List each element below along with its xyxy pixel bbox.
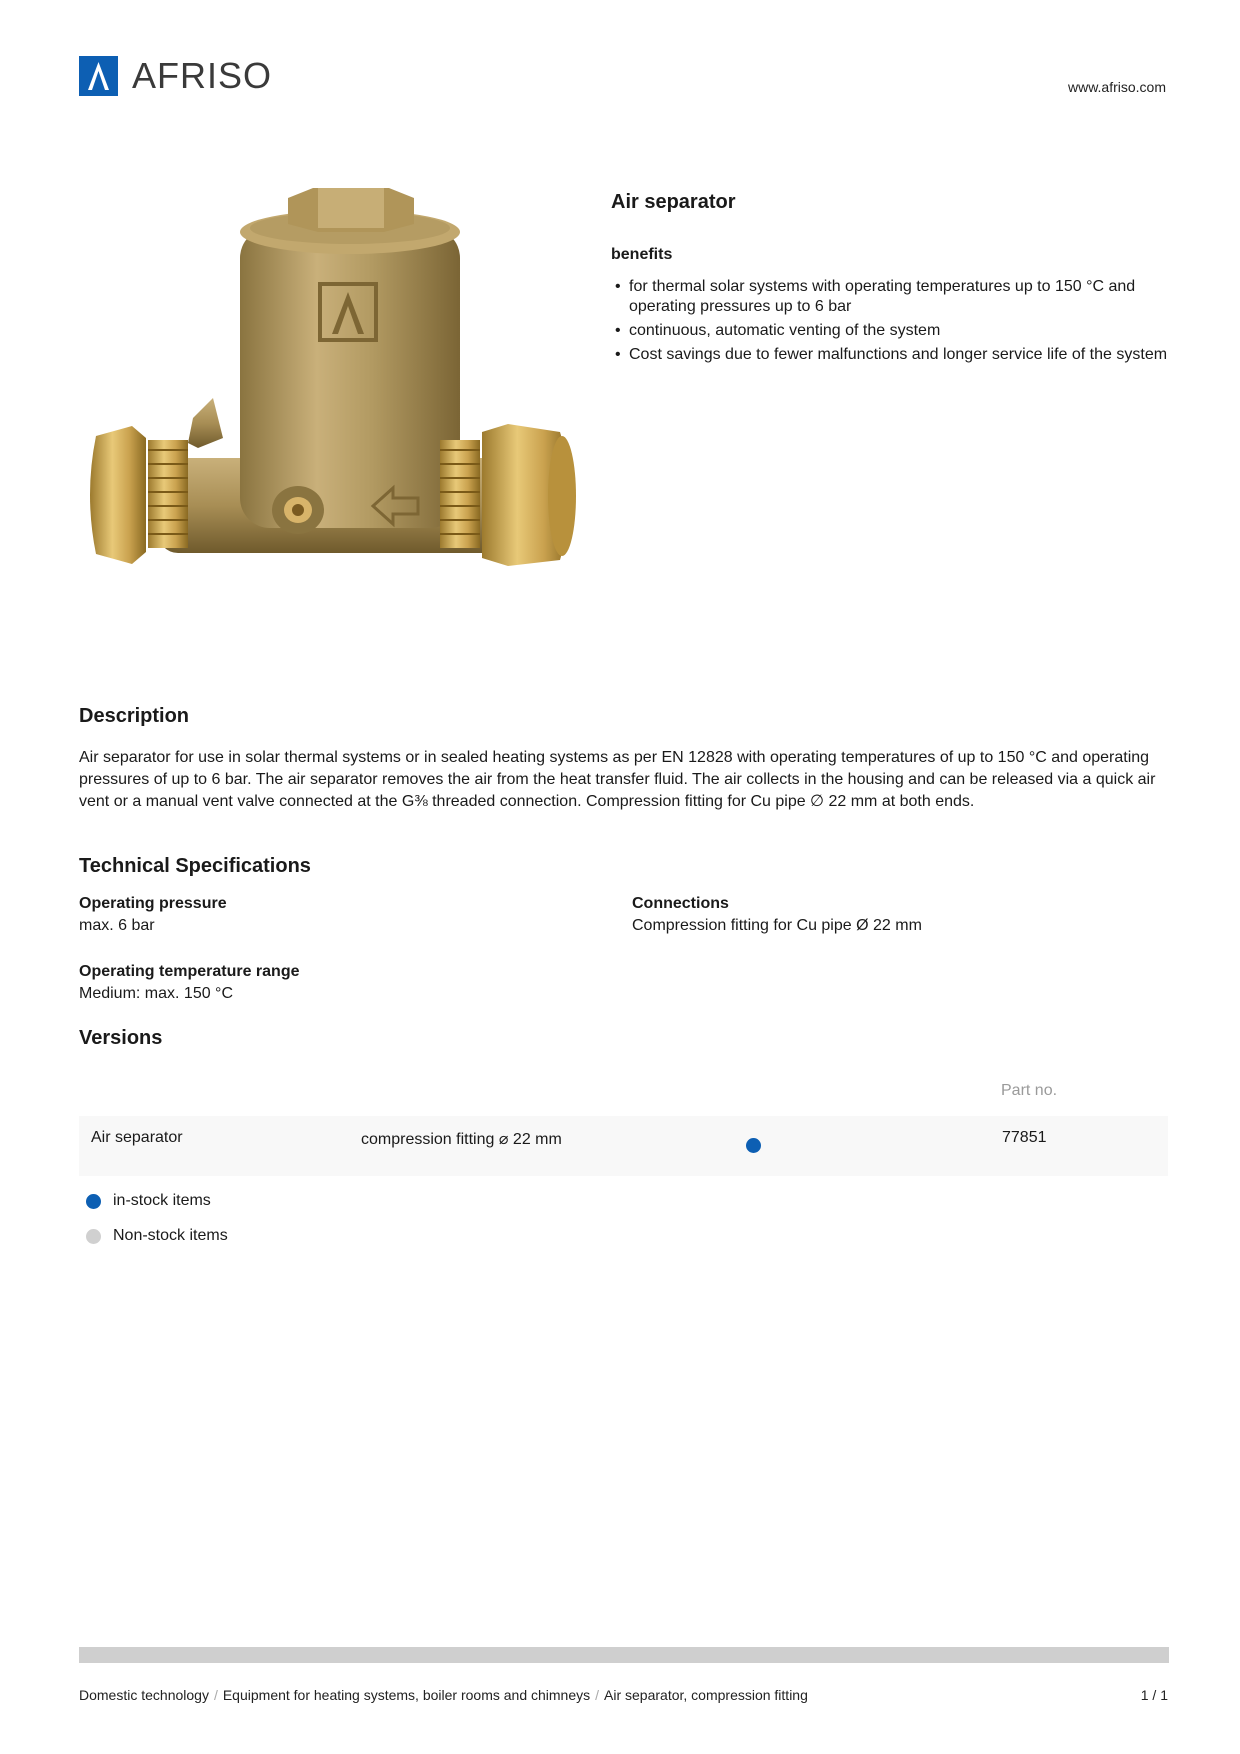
afriso-logo-mark-icon (79, 56, 118, 96)
legend-non-stock (86, 1227, 228, 1245)
breadcrumb-item[interactable]: Equipment for heating systems, boiler rooms and chimneys (222, 1687, 591, 1703)
benefits-list (611, 277, 1171, 369)
spec-value: max. 6 bar (79, 917, 155, 934)
breadcrumb-separator: / (213, 1687, 218, 1703)
part-no-column-header: Part no. (1001, 1082, 1058, 1099)
page-number: 1 / 1 (1140, 1687, 1168, 1703)
benefit-item: • Cost savings due to fewer malfunctions and longer service life of the system (611, 345, 1171, 365)
version-name: Air separator (91, 1129, 183, 1146)
legend-label: in-stock items (113, 1192, 211, 1209)
spec-operating-pressure (79, 893, 227, 937)
spec-operating-temperature (79, 961, 300, 1005)
spec-connections (632, 893, 922, 937)
in-stock-dot-icon (746, 1138, 761, 1153)
description-heading: Description (79, 705, 190, 727)
afriso-logo (79, 56, 272, 96)
benefits-heading: benefits (611, 246, 673, 263)
website-link[interactable]: www.afriso.com (1067, 79, 1166, 95)
spec-value: Medium: max. 150 °C (79, 985, 234, 1002)
footer-divider (79, 1647, 1169, 1663)
spec-label: Operating temperature range (79, 963, 300, 980)
table-row[interactable] (79, 1116, 1168, 1176)
tech-specs-heading: Technical Specifications (79, 855, 311, 877)
version-part-no: 77851 (1002, 1129, 1047, 1146)
description-text: Air separator for use in solar thermal systems or in sealed heating systems as per EN 12828 with operating temperatures of up to 150 °C and operating pressures of up to 6 bar. The air separator removes the air from the heat transfer fluid. The air collects in the housing and can be released via a quick air vent or a manual vent valve connected at the G⅜ threaded connection. Compression fitting for Cu pipe ∅ 22 mm at both ends. (79, 749, 1156, 810)
breadcrumb (79, 1687, 808, 1703)
product-image (88, 188, 588, 640)
non-stock-dot-icon (86, 1229, 101, 1244)
spec-value: Compression fitting for Cu pipe Ø 22 mm (632, 917, 922, 934)
version-detail: compression fitting ⌀ 22 mm (361, 1131, 562, 1148)
legend-label: Non-stock items (113, 1227, 228, 1244)
breadcrumb-separator: / (595, 1687, 600, 1703)
in-stock-dot-icon (86, 1194, 101, 1209)
benefit-item: • continuous, automatic venting of the system (611, 321, 1171, 341)
legend-in-stock (86, 1192, 211, 1210)
benefit-item: • for thermal solar systems with operating temperatures up to 150 °C and operating pressures up to 6 bar (611, 277, 1171, 317)
spec-label: Operating pressure (79, 895, 227, 912)
breadcrumb-item[interactable]: Domestic technology (79, 1687, 209, 1703)
brand-name: AFRISO (132, 55, 273, 96)
breadcrumb-item[interactable]: Air separator, compression fitting (604, 1687, 808, 1703)
spec-label: Connections (632, 895, 729, 912)
product-title: Air separator (611, 191, 736, 213)
in-stock-indicator-icon (746, 1138, 761, 1158)
versions-heading: Versions (79, 1027, 163, 1049)
